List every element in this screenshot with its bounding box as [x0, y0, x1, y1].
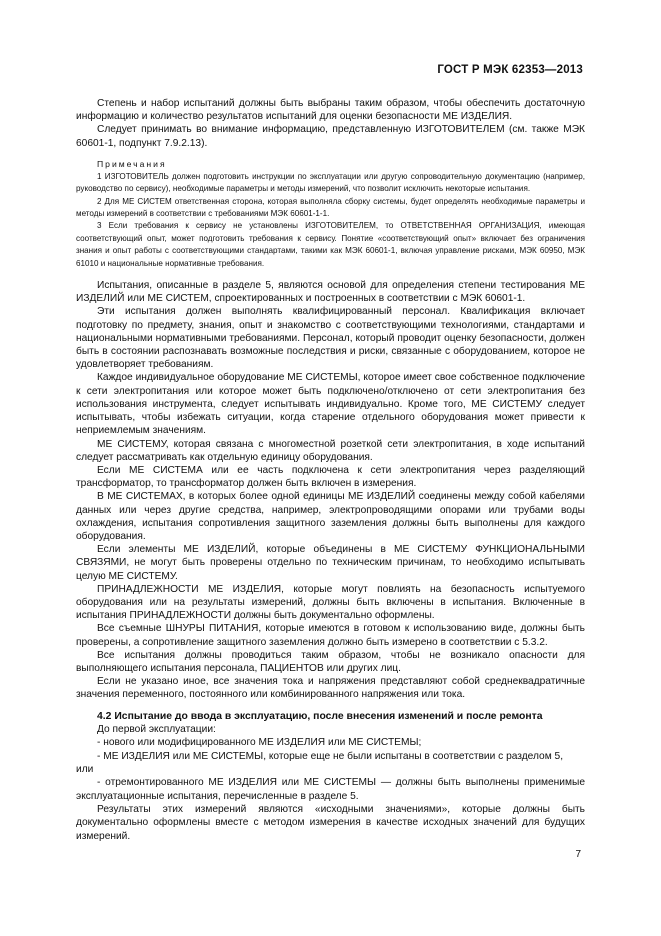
list-item: - МЕ ИЗДЕЛИЯ или МЕ СИСТЕМЫ, которые еще не были испытаны в соответствии с разделом 5, [97, 750, 564, 762]
section-intro: До первой эксплуатации: [97, 723, 216, 735]
paragraph: МЕ СИСТЕМУ, которая связана с многоместной розеткой сети электропитания, в ходе испытаний следует рассматривать как отдельную единицу оборудования. [76, 438, 585, 463]
or-word: или [76, 763, 94, 775]
paragraph: Если МЕ СИСТЕМА или ее часть подключена к сети электропитания через разделяющий трансформатор, то трансформатор должен быть включен в измерения. [76, 464, 585, 490]
section-heading: 4.2 Испытание до ввода в эксплуатацию, после внесения изменений и после ремонта [97, 710, 543, 722]
paragraph: Эти испытания должен выполнять квалифицированный персонал. Квалификация включает подготовку по предмету, знания, опыт и знакомство с соответствующими технологиями, стандартами и национальными нормативными требованиями. Персонал, который проводит оценку безопасности, должен быть в состоянии распознавать возможные последствия и риски, связанные с оборудованием, которое не удовлетворяет требованиям. [76, 306, 585, 371]
paragraph: ПРИНАДЛЕЖНОСТИ МЕ ИЗДЕЛИЯ, которые могут повлиять на безопасность испытуемого оборудования или на результаты измерений, должны быть включены в испытания. Включенные в испытания ПРИНАДЛЕЖНОСТИ должны быть документально оформлены. [76, 583, 585, 622]
paragraph: Результаты этих измерений являются «исходными значениями», которые должны быть документально оформлены вместе с методом измерения в качестве исходных значений для будущих измерений. [76, 804, 585, 842]
page-content [76, 97, 585, 843]
note-item: 1 ИЗГОТОВИТЕЛЬ должен подготовить инструкции по эксплуатации или другую сопроводительную документацию (например, руководство по сервису), необходимые параметры и методы измерений, что позволит исключить некоторые испытания. [76, 171, 585, 194]
paragraph: Все испытания должны проводиться таким образом, чтобы не возникало опасности для выполняющего испытания персонала, ПАЦИЕНТОВ или других лиц. [76, 649, 585, 674]
paragraph: В МЕ СИСТЕМАХ, в которых более одной единицы МЕ ИЗДЕЛИЙ соединены между собой кабелями данных или через другие средства, например, электропроводящими опорами или трубами воды охлаждения, испытания сопротивления защитного заземления должны быть выполнены для каждого оборудования. [76, 491, 585, 542]
paragraph: Каждое индивидуальное оборудование МЕ СИСТЕМЫ, которое имеет свое собственное подключение к сети электропитания или которое может быть подключено/отключено от сети электропитания без использования инструмента, следует испытывать индивидуально. Кроме того, МЕ СИСТЕМУ следует испытывать, чтобы избежать ситуации, когда старение отдельного оборудования может привести к неприемлемым значениям. [76, 372, 585, 437]
paragraph: Если элементы МЕ ИЗДЕЛИЙ, которые объединены в МЕ СИСТЕМУ ФУНКЦИОНАЛЬНЫМИ СВЯЗЯМИ, не могут быть проверены отдельно по техническим причинам, то необходимо испытывать целую МЕ СИСТЕМУ. [76, 544, 585, 582]
paragraph: Все съемные ШНУРЫ ПИТАНИЯ, которые имеются в готовом к использованию виде, должны быть проверены, а сопротивление защитного заземления должно быть измерено в соответствии с 5.3.2. [76, 623, 585, 648]
list-item: - отремонтированного МЕ ИЗДЕЛИЯ или МЕ СИСТЕМЫ — должны быть выполнены применимые эксплуатационные испытания, перечисленные в разделе 5. [76, 777, 585, 802]
page-number: 7 [575, 849, 581, 860]
paragraph: Следует принимать во внимание информацию, представленную ИЗГОТОВИТЕЛЕМ (см. также МЭК 60601-1, подпункт 7.9.2.13). [76, 124, 585, 149]
paragraph: Испытания, описанные в разделе 5, являются основой для определения степени тестирования МЕ ИЗДЕЛИЙ или МЕ СИСТЕМ, спроектированных и построенных в соответствии с МЭК 60601-1. [76, 280, 585, 305]
notes-title: Примечания [97, 158, 167, 169]
note-item: 3 Если требования к сервису не установлены ИЗГОТОВИТЕЛЕМ, то ОТВЕТСТВЕННАЯ ОРГАНИЗАЦИЯ, имеющая соответствующий опыт, может подготовить требования к сервису. Понятие «соответствующий опыт» включает без ограничения знания и опыт работы с соответствующими стандартами, такими как МЭК 60601-1, включая управление рисками, МЭК 60950, МЭК 61010 и национальные нормативные требования. [76, 221, 585, 268]
document-header: ГОСТ Р МЭК 62353—2013 [437, 64, 583, 76]
note-item: 2 Для МЕ СИСТЕМ ответственная сторона, которая выполняла сборку системы, будет определять необходимые параметры и методы измерений в соответствии с требованиями МЭК 60601-1-1. [76, 196, 585, 219]
list-item: - нового или модифицированного МЕ ИЗДЕЛИЯ или МЕ СИСТЕМЫ; [97, 737, 422, 749]
paragraph: Степень и набор испытаний должны быть выбраны таким образом, чтобы обеспечить достаточную информацию и количество результатов испытаний для оценки безопасности МЕ ИЗДЕЛИЯ. [76, 98, 585, 123]
paragraph: Если не указано иное, все значения тока и напряжения представляют собой среднеквадратичные значения переменного, постоянного или комбинированного напряжения или тока. [76, 676, 585, 701]
